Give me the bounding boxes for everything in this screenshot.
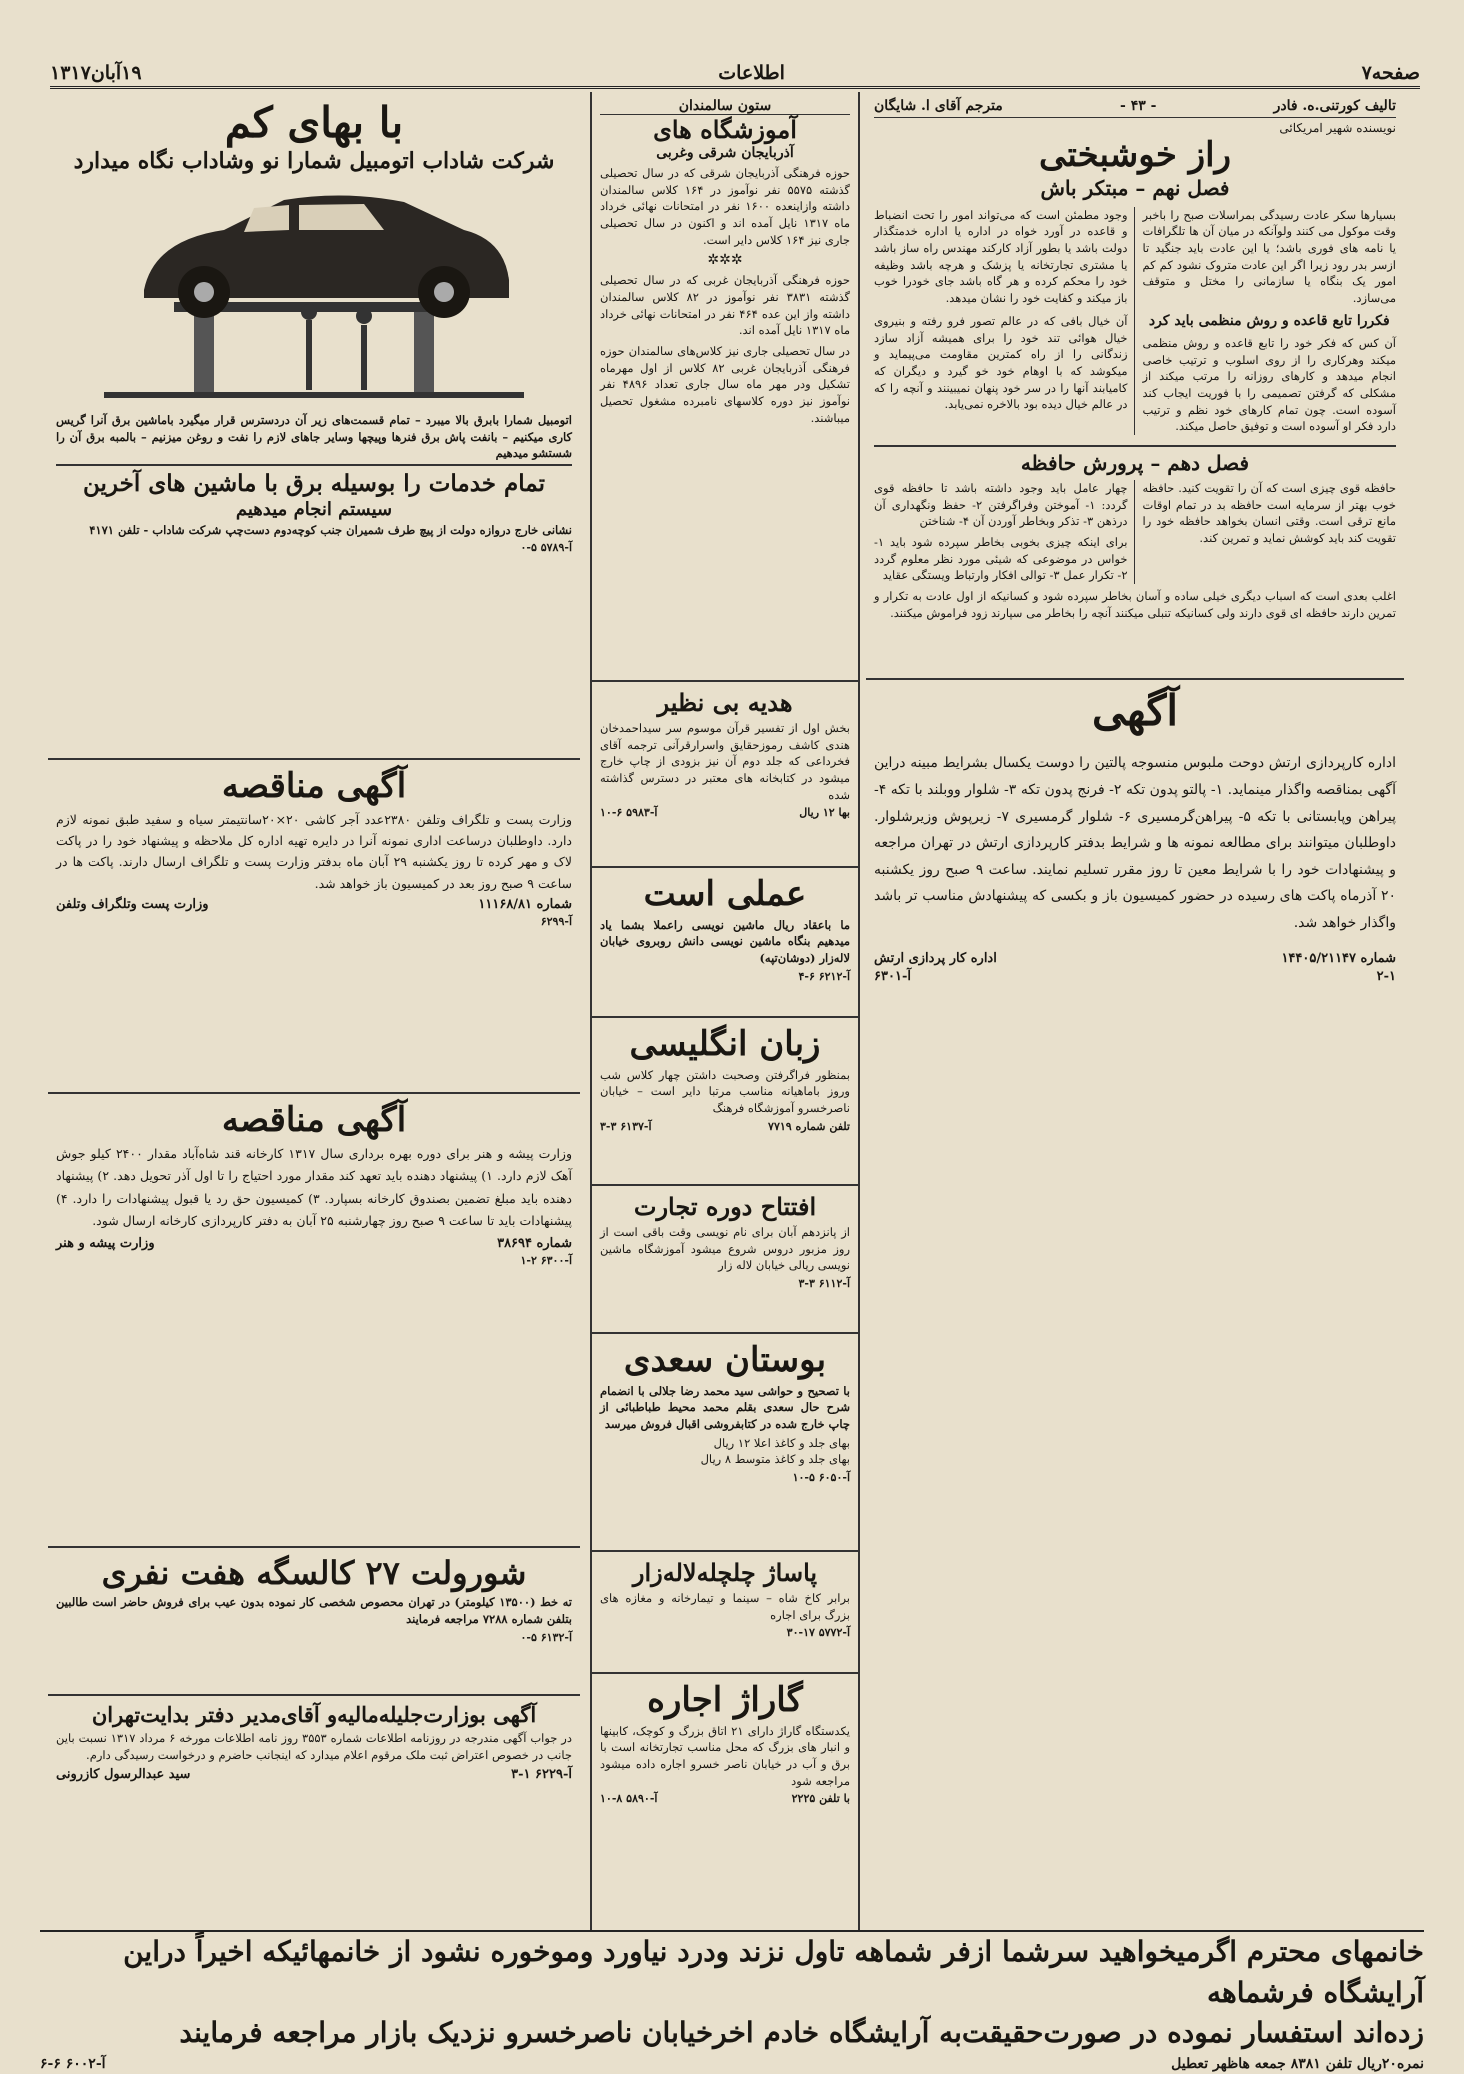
serial-title: راز خوشبختی bbox=[1039, 135, 1231, 175]
serial-paragraph-6: چهار عامل باید وجود داشته باشد تا حافظه قوی گردد: ۱- آموختن وفراگرفتن ۲- حفظ ونگهداری آن درذهن ۳- تذکر وبخاطر آوردن آن ۴- شناختن bbox=[874, 480, 1128, 529]
shadab-title: با بهای کم bbox=[224, 98, 404, 147]
army-ad-body: اداره کارپردازی ارتش دوحت ملبوس منسوجه پالتین را دوست یکسال بشرایط مبینه دراین آگهی بمناقصه واگذار مینماید. ۱- پالتو پدون تکه ۲- فرنج پدون تکه ۳- شلوار ووبلند با تکه ۴- پیراهن وپابستانی با تکه ۵- پیراهن‌گرمسیری ۶- شلوار گرمسیری ۷- زیرپوش وزیرشلوار. داوطلبان میتوانند برای مطالعه نمونه ها و شرایط بدفتر کارپردازی ارتش در تهران مراجعه و پیشنهادات خود را با شرایط معین تا روز مقرر تسلیم نمایند. ساعت ۹ صبح روز یکشنبه ۲۰ آذرماه پاکت های رسیده در حضور کمیسیون باز و بکسی که پیشنهادش مناسب تر باشد واگذار خواهد شد. bbox=[874, 755, 1396, 931]
industry-tender-body: وزارت پیشه و هنر برای دوره بهره برداری سال ۱۳۱۷ کارخانه قند شاه‌آباد مقدار ۲۴۰۰ کیلو جوش آهک لازم دارد. ۱) پیشنهاد دهنده باید تعهد کند مقدار مورد احتیاج را تا اول آذر تحویل دهد. ۲) پیشنهاد دهنده باید مبلغ تضمین بصندوق کارخانه بسپارد. ۳) کمیسیون حق رد یا قبول پیشنهادات را دارد. ۴) پیشنهادات باید تا ساعت ۹ صبح روز چهارشنبه ۲۵ آبان به دفتر کارپردازی کارخانه ارسال شود. bbox=[56, 1145, 572, 1229]
car-lift-illustration bbox=[84, 180, 544, 408]
trade-title: افتتاح دوره تجارت bbox=[633, 1192, 817, 1221]
trade-body: از پانزدهم آبان برای نام نویسی وقت باقی است از روز مزبور دروس شروع میشود آموزشگاه ماشین نویسی ریالی خیابان لاله زار bbox=[600, 1225, 850, 1273]
english-code: آ-۶۱۳۷ ۳-۳ bbox=[600, 1119, 652, 1133]
newspaper-name: اطلاعات bbox=[718, 62, 785, 84]
serial-paragraph-1: بسیارها سکر عادت رسیدگی بمراسلات صبح را باخبر وقت موکول می کنند ولوآنکه در میان آن ها تلگرافات یا نامه های فوری باشد؛ یا این عادت باید جنگید تا ازسر بدر رود زیرا اگر این عادت متروک نشود کم کم امور یک بنگاه یا سازمانی را مختل و متوقف می‌سازد. bbox=[1142, 207, 1396, 306]
serial-paragraph-7: برای اینکه چیزی بخوبی بخاطر سپرده شود باید ۱- خواس در موضوعی که شیئی مورد نظر معلوم گردد ۲- تکرار عمل ۳- توالی افکار وارتباط ویستگی عقاید bbox=[874, 534, 1128, 583]
serial-subheading: فکررا تابع قاعده و روش منظمی باید کرد bbox=[1148, 312, 1390, 329]
bustan-title: بوستان سعدی bbox=[623, 1340, 827, 1380]
finance-title: آگهی بوزارت‌جلیله‌مالیه‌و آقای‌مدیر دفتر بدایت‌تهران bbox=[91, 1702, 537, 1727]
separator-ornament: ✲✲✲ bbox=[707, 252, 743, 269]
post-tender-code: آ-۶۲۹۹ bbox=[540, 914, 572, 928]
serial-paragraph-2: آن کس که فکر خود را تابع قاعده و روش منظمی میکند وهرکاری را از روی اسلوب و ترتیب خاصی انجام میدهد و کارهای روزانه را مرتب میکند از مشکلی که گرفتن تصمیمی را با فوریت ایجاب کند آسوده است. چون تمام کارهای خود نظم و ترتیب دارد فکر او آسوده است و توفیق حاصل میکند. bbox=[1142, 335, 1396, 434]
school-article bbox=[592, 92, 858, 682]
post-tender-title: آگهی مناقصه bbox=[221, 766, 407, 806]
english-body: بمنظور فراگرفتن وصحبت داشتن چهار کلاس شب وروز باماهیانه مناسب مرتبا دایر است – خیابان ناصرخسرو آموزشگاه فرهنگ bbox=[600, 1067, 850, 1116]
industry-tender-title: آگهی مناقصه bbox=[221, 1100, 407, 1140]
shadab-subtitle: شرکت شاداب اتومبیل شمارا نو وشاداب نگاه میدارد bbox=[73, 148, 555, 175]
school-paragraph-3: در سال تحصیلی جاری نیز کلاس‌های سالمندان حوزه فرهنگی آذربایجان غربی ۸۲ کلاس از اول مهرماه تشکیل ودر مهر ماه سال جاری تعداد ۴۸۹۶ نفر نوآموز نیز دوره کلاسهای نامبرده مشغول تحصیل میباشند. bbox=[600, 344, 850, 425]
garage-body: یکدستگاه گاراژ دارای ۲۱ اتاق بزرگ و کوچک، کابینها و انبار های بزرگ که محل مناسب تجارتخانه است با برق و آب در خیابان ناصر خسرو اجاره داده میشود مراجعه شود bbox=[600, 1723, 850, 1788]
post-tender-body: وزارت پست و تلگراف وتلفن ۲۳۸۰عدد آجر کاشی ۲۰×۲۰سانتیمتر سیاه و سفید طبق نمونه لازم دارد. داوطلبان درساعت اداری نمونه آنرا در دایره تهیه اداره کل ملاحظه و پیشنهاد خود را در پاکت لاک و مهر کرده تا روز یکشنبه ۲۹ آبان ماه بدفتر وزارت پست و تلگراف ارسال دارند. پاکت ها در ساعت ۹ صبح روز بعد در کمیسیون باز خواهد شد. bbox=[56, 811, 572, 891]
trade-ad bbox=[592, 1186, 858, 1334]
finance-signer: سید عبدالرسول کازرونی bbox=[56, 1766, 191, 1782]
post-tender-ref: شماره ۱۱۱۶۸/۸۱ bbox=[478, 896, 572, 912]
chapter-nine: فصل نهم – مبتکر باش bbox=[1040, 175, 1230, 200]
shadab-address: نشانی خارج دروازه دولت از پیچ طرف شمیران جنب کوچه‌دوم دست‌چپ شرکت شاداب - تلفن ۴۱۷۱ bbox=[89, 522, 572, 537]
gift-title: هدیه بی نظیر bbox=[657, 688, 793, 717]
shadab-banner-2: سیستم انجام میدهیم bbox=[235, 498, 393, 520]
garage-title: گاراژ اجاره bbox=[647, 1680, 803, 1720]
salon-line-2: زده‌اند استفسار نموده در صورت‌حقیقت‌به آرایشگاه خادم اخرخیابان ناصرخسرو نزدیک بازار مراجعه فرمایند bbox=[179, 2016, 1424, 2050]
salon-footer-ad bbox=[40, 1930, 1424, 2072]
shadab-banner: تمام خدمات را بوسیله برق با ماشین های آخرین bbox=[56, 464, 572, 499]
chevrolet-body: ته خط (۱۳۵۰۰ کیلومتر) در تهران محصوص شخصی کار نموده بدون عیب برای فروش حاضر است طالبین بتلفن شماره ۷۲۸۸ مراجعه فرمایند bbox=[56, 1595, 573, 1627]
army-ad-code-2: آ-۶۳۰۱ bbox=[874, 968, 911, 984]
school-title: آموزشگاه های bbox=[653, 115, 797, 144]
industry-tender-code: آ-۶۳۰۰ ۲-۱ bbox=[520, 1253, 572, 1267]
passage-body: برابر کاخ شاه – سینما و تیمارخانه و مغازه های بزرگ برای اجاره bbox=[600, 1591, 850, 1622]
practical-code: آ-۶۲۱۲ ۶-۴ bbox=[798, 969, 850, 983]
middle-column bbox=[590, 92, 860, 1932]
trade-code: آ-۶۱۱۲ ۳-۳ bbox=[798, 1277, 850, 1291]
army-ad-code-1: ۲-۱ bbox=[1376, 968, 1396, 984]
shadab-ad bbox=[48, 92, 580, 760]
finance-body: در جواب آگهی مندرجه در روزنامه اطلاعات شماره ۳۵۵۳ روز نامه اطلاعات مورخه ۶ مرداد ۱۳۱۷ نسبت باین جانب در خصوص اعتراض ثبت ملک مرقوم اعلام میدارد که اینجانب حاضرم و درخواست رسیدگی دارم. bbox=[56, 1731, 572, 1762]
army-ad-dept: اداره کار پردازی ارتش bbox=[874, 950, 997, 966]
post-tender-dept: وزارت پست وتلگراف وتلفن bbox=[56, 896, 209, 912]
garage-code: آ-۵۸۹۰ ۸-۱۰ bbox=[600, 1792, 658, 1806]
school-paragraph-2: حوزه فرهنگی آذربایجان غربی که در سال تحصیلی گذشته ۳۸۳۱ نفر نوآموز در ۸۲ کلاس سالمندان داشته واز این عده ۴۶۴ نفر در امتحانات نهائی خرداد ماه ۱۳۱۷ نایل آمده اند. bbox=[600, 273, 850, 338]
school-column-heading: ستون سالمندان bbox=[600, 98, 850, 115]
page-header bbox=[50, 60, 1420, 89]
issue-date: ۱۹آبان۱۳۱۷ bbox=[50, 62, 142, 84]
shadab-body: اتومبیل شمارا بابرق بالا میبرد – تمام قسمت‌های زیر آن دردسترس قرار میگیرد باماشین برق آنرا گریس کاری میکنیم – بانفت پاش برق فنرها وپیچها وسایر جاهای لازم را نفت و روغن میزنیم – بالمبه برق آن را شستشو میدهیم bbox=[56, 412, 572, 461]
gift-body: بخش اول از تفسیر قرآن موسوم سر سیداحمدخان هندی کاشف رموزحقایق واسرارقرآنی ترجمه آقای فخرداعی که جلد دوم آن نیز بزودی از چاپ خارج میشود در کتابخانه های معتبر در دسترس گذاشته شده bbox=[600, 721, 850, 802]
practical-body: ما باعقاد ریال ماشین نویسی راعملا بشما یاد میدهیم بنگاه ماشین نویسی دانش روبروی خیابان لاله‌زار (دوشان‌تپه) bbox=[600, 917, 850, 966]
bustan-price-2: بهای جلد و کاغذ متوسط ۸ ریال bbox=[700, 1452, 850, 1467]
bustan-code: آ-۶۰۵۰ ۵-۱۰ bbox=[792, 1471, 850, 1485]
school-subtitle: آذربایجان شرقی وغربی bbox=[656, 145, 794, 161]
english-title: زبان انگلیسی bbox=[629, 1024, 821, 1064]
serial-number: - ۴۳ - bbox=[1120, 98, 1157, 114]
page-number: صفحه۷ bbox=[1361, 62, 1420, 84]
passage-ad bbox=[592, 1552, 858, 1674]
left-column bbox=[48, 92, 580, 1932]
army-ad-title: آگهی bbox=[1091, 686, 1179, 735]
serial-paragraph-3: وجود مطمئن است که می‌تواند امور را تحت انضباط و قاعده در آورد خواه در اداره یا اداره خدمتگذار دولت باشد یا بطور آزاد کارکند مهندس راه ساز باشد یا مشتری تجارتخانه یا پزشک و هرچه باشد وظیفه خود را محکم کرده و هر گاه باشد جای خودرا خوب باز میکند و کفایت خود را نشان میدهد. bbox=[874, 207, 1128, 306]
chevrolet-code: آ-۶۱۳۲ ۵-۰ bbox=[520, 1630, 572, 1644]
serial-subtitle: نویسنده شهیر امریکائی bbox=[1279, 121, 1396, 135]
bustan-ad bbox=[592, 1334, 858, 1552]
garage-phone: با تلفن ۲۲۲۵ bbox=[791, 1792, 850, 1806]
bustan-body: با تصحیح و حواشی سید محمد رضا جلالی با انضمام شرح حال سعدی بقلم محمد محیط طباطبائی از چاپ خارج شده در کتابفروشی اقبال فروش میرسد bbox=[600, 1383, 850, 1432]
chevrolet-title: شورولت ۲۷ کالسگه هفت نفری bbox=[101, 1554, 527, 1592]
passage-code: آ-۵۷۷۲ ۱۷-۳۰ bbox=[786, 1626, 850, 1640]
salon-line-1: خانمهای محترم اگرمیخواهید سرشما ازفر شماهه تاول نزند ودرد نیاورد وموخوره نشود از خانمهائیکه اخیراً دراین آرایشگاه فرشماهه bbox=[123, 1935, 1424, 2009]
serial-author: تالیف کورتنی.ه. فادر bbox=[1273, 98, 1396, 114]
shadab-code: آ-۵۷۸۹ ۵-۰ bbox=[520, 541, 572, 555]
salon-code: آ-۶۰۰۲ ۶-۶ bbox=[40, 2055, 106, 2072]
chapter-ten: فصل دهم – پرورش حافظه bbox=[874, 445, 1396, 476]
industry-tender-ref: شماره ۳۸۶۹۴ bbox=[497, 1235, 572, 1251]
serial-translator: مترجم آقای ا. شایگان bbox=[874, 98, 1003, 114]
right-column bbox=[866, 92, 1404, 1932]
salon-note: نمره۲۰ریال تلفن ۸۳۸۱ جمعه هاظهر تعطیل bbox=[1171, 2055, 1424, 2072]
gift-ad bbox=[592, 682, 858, 868]
garage-ad bbox=[592, 1674, 858, 1924]
serial-article bbox=[866, 92, 1404, 680]
gift-code: آ-۵۹۸۳ ۶-۱۰ bbox=[600, 806, 658, 820]
army-ad-ref: شماره ۱۴۴۰۵/۲۱۱۴۷ bbox=[1281, 950, 1396, 966]
practical-ad bbox=[592, 868, 858, 1018]
serial-paragraph-8: اغلب بعدی است که اسباب دیگری خیلی ساده و آسان بخاطر سپرده شود و کسانیکه از اول عادت به تکرار و تمرین دارند حافظه ای قوی دارند ولی کسانیکه تنبلی میکنند آنچه را بخاطر می سپارند زود فراموش میکنند. bbox=[874, 588, 1396, 620]
gift-price: بها ۱۲ ریال bbox=[799, 806, 850, 820]
practical-title: عملی است bbox=[643, 874, 807, 914]
post-tender-ad bbox=[48, 760, 580, 1094]
chevrolet-ad bbox=[48, 1548, 580, 1696]
army-tender-ad bbox=[866, 680, 1404, 1922]
industry-tender-dept: وزارت پیشه و هنر bbox=[56, 1235, 155, 1251]
passage-title: پاساژ چلچله‌لاله‌زار bbox=[632, 1558, 818, 1587]
english-phone: تلفن شماره ۷۷۱۹ bbox=[768, 1119, 850, 1133]
finance-code: آ-۶۲۲۹ ۱-۳ bbox=[511, 1766, 572, 1782]
serial-paragraph-5: حافظه قوی چیزی است که آن را تقویت کنید. حافظه خوب بهتر از سرمایه است حافظه بد در تمام اوقات مانع ترقی است. وقتی انسان بخواهد حافظه خود را تقویت کند باید کوشش نماید و تمرین کند. bbox=[1142, 480, 1396, 545]
finance-ad bbox=[48, 1696, 580, 1932]
industry-tender-ad bbox=[48, 1094, 580, 1548]
school-paragraph-1: حوزه فرهنگی آذربایجان شرقی که در سال تحصیلی گذشته ۵۵۷۵ نفر نوآموز در ۱۶۴ کلاس سالمندان داشته وازاینعده ۱۶۰۰ نفر در امتحانات نهائی خرداد ماه ۱۳۱۷ نایل آمده اند و اکنون در سال تحصیلی جاری نیز ۱۶۴ کلاس دایر است. bbox=[600, 166, 851, 247]
english-ad bbox=[592, 1018, 858, 1186]
serial-paragraph-4: آن خیال بافی که در عالم تصور فرو رفته و بنیروی خیال هوائی تند خود را برای همیشه آزاد سازد زندگانی را از راه کمترین مقاومت می‌پیماید و میکوشد که با اوهام خود خو گیرد و دیگران که کامیابند آنها را در سر خود پنهان نمیبینند و آنچه را که در عالم خیال دیده بود بالاخره نمی‌یابد. bbox=[874, 313, 1128, 412]
bustan-price-1: بهای جلد و کاغذ اعلا ۱۲ ریال bbox=[713, 1435, 850, 1450]
